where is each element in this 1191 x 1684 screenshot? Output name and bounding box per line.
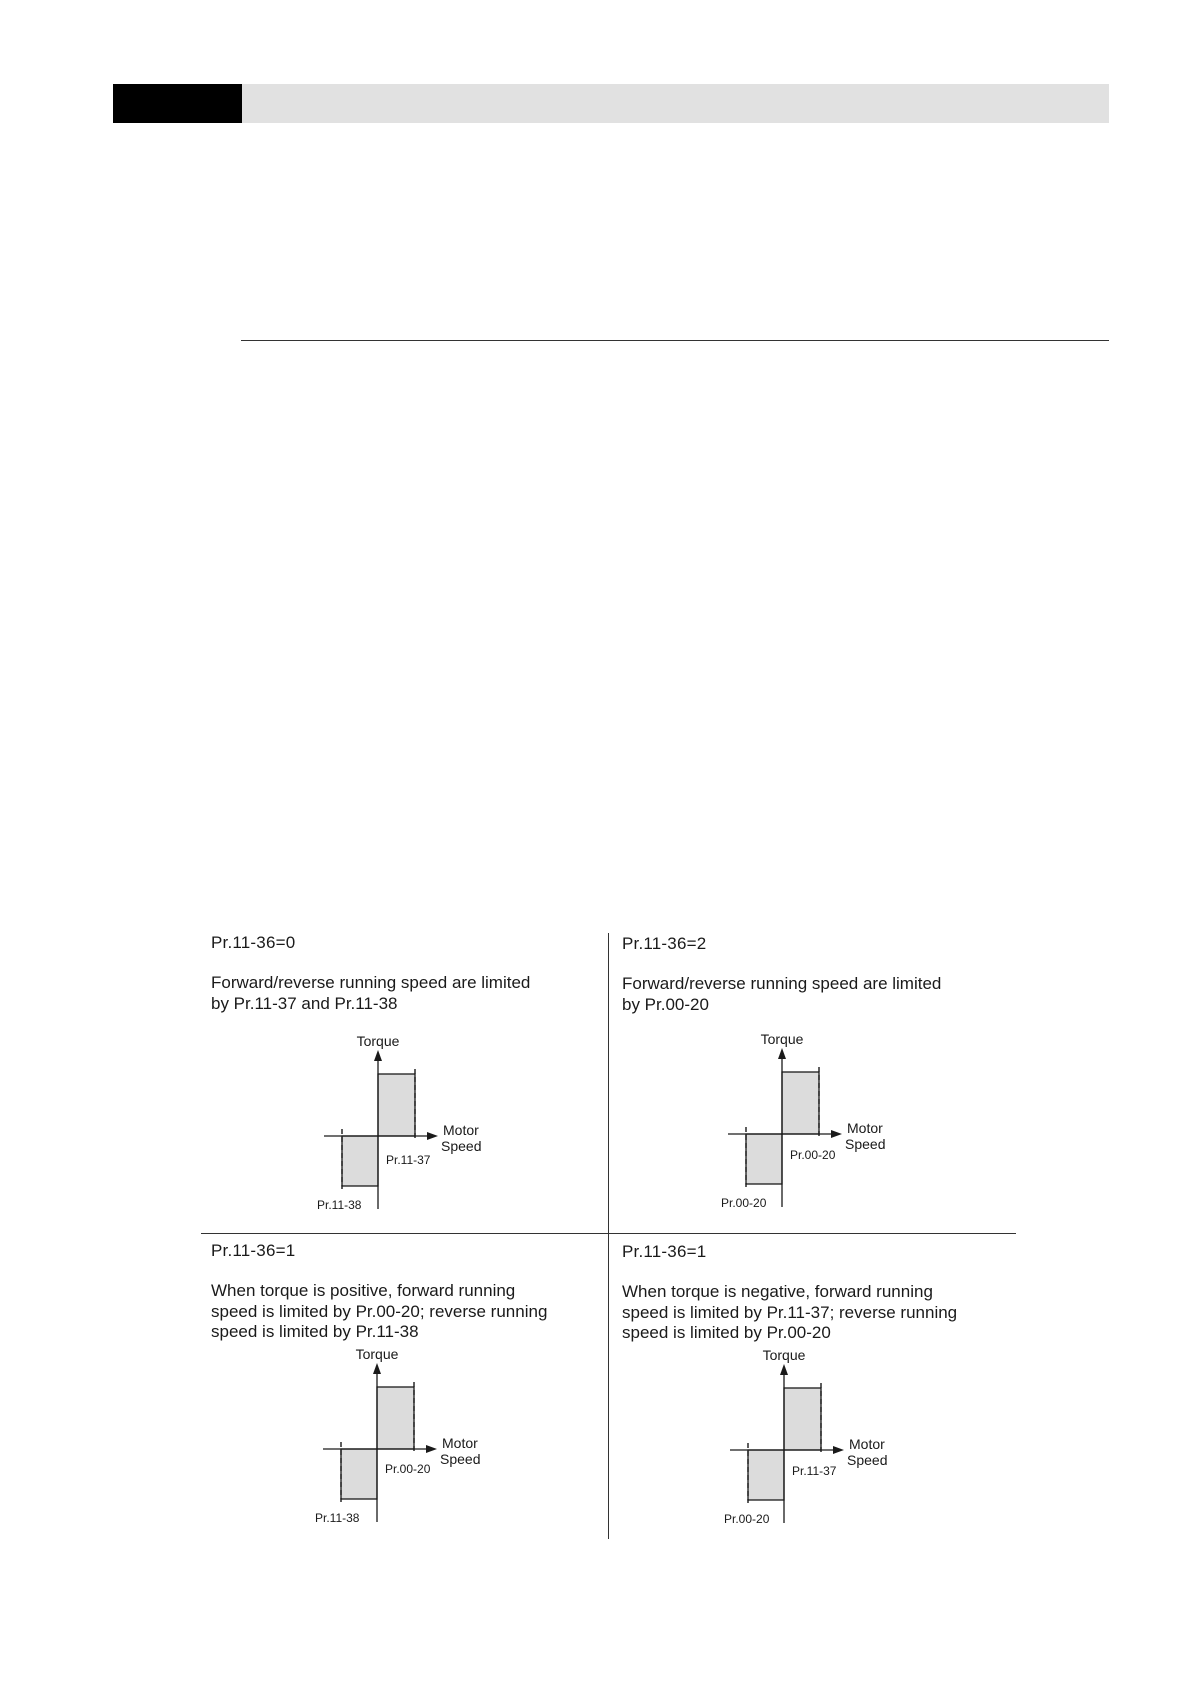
description-line: speed is limited by Pr.11-38: [211, 1322, 419, 1341]
motor-label: Motor: [847, 1120, 883, 1136]
description-line: speed is limited by Pr.11-37; reverse running: [622, 1302, 958, 1322]
motor-label: Motor: [442, 1435, 478, 1451]
quadrant-description: [622, 974, 1032, 1015]
quadrant-description: [211, 973, 621, 1014]
speed-axis-arrow-icon: [427, 1132, 438, 1140]
motor-label: Motor: [443, 1122, 479, 1138]
quadrant-speed-limit-mode-2: [622, 934, 1032, 1234]
torque-axis-arrow-icon: [374, 1050, 382, 1061]
torque-speed-diagram: [310, 1346, 510, 1530]
quadrant-speed-limit-mode-1-negative: [622, 1242, 1032, 1542]
torque-label: Torque: [762, 1347, 806, 1363]
negative-limit-label: Pr.11-38: [317, 1198, 362, 1212]
quadrant-description: [622, 1282, 1032, 1344]
torque-label: Torque: [355, 1346, 399, 1362]
positive-limit-label: Pr.11-37: [792, 1464, 837, 1478]
speed-label: Speed: [847, 1452, 888, 1468]
chapter-tab-block: [113, 84, 242, 123]
negative-torque-region: [342, 1136, 378, 1186]
positive-torque-region: [782, 1072, 819, 1134]
torque-axis-arrow-icon: [778, 1048, 786, 1059]
speed-label: Speed: [845, 1136, 886, 1152]
torque-speed-diagram: [311, 1033, 511, 1217]
negative-limit-label: Pr.11-38: [315, 1511, 360, 1525]
chapter-header-bar: [242, 84, 1109, 123]
torque-speed-diagram: [715, 1031, 915, 1215]
negative-limit-label: Pr.00-20: [724, 1512, 770, 1526]
positive-torque-region: [377, 1387, 414, 1449]
motor-label: Motor: [849, 1436, 885, 1452]
torque-label: Torque: [760, 1031, 804, 1047]
positive-limit-label: Pr.11-37: [386, 1153, 431, 1167]
speed-axis-arrow-icon: [426, 1445, 437, 1453]
section-rule: [241, 340, 1109, 341]
description-line: by Pr.11-37 and Pr.11-38: [211, 993, 398, 1013]
negative-torque-region: [341, 1449, 377, 1499]
quadrant-title: Pr.11-36=1: [622, 1242, 707, 1261]
speed-label: Speed: [441, 1138, 482, 1154]
description-line: by Pr.00-20: [622, 994, 709, 1014]
description-line: Forward/reverse running speed are limited: [211, 973, 531, 992]
negative-limit-label: Pr.00-20: [721, 1196, 767, 1210]
torque-speed-diagram: [717, 1347, 917, 1531]
description-line: speed is limited by Pr.00-20; reverse running: [211, 1301, 548, 1321]
description-line: When torque is negative, forward running: [622, 1282, 933, 1301]
quadrant-speed-limit-mode-1-positive: [211, 1241, 621, 1541]
speed-label: Speed: [440, 1451, 481, 1467]
description-line: speed is limited by Pr.00-20: [622, 1323, 831, 1342]
speed-axis-arrow-icon: [831, 1130, 842, 1138]
negative-torque-region: [746, 1134, 782, 1184]
torque-label: Torque: [356, 1033, 400, 1049]
description-line: Forward/reverse running speed are limited: [622, 974, 942, 993]
speed-axis-arrow-icon: [833, 1446, 844, 1454]
quadrant-speed-limit-mode-0: [211, 933, 621, 1233]
description-line: When torque is positive, forward running: [211, 1281, 516, 1300]
positive-limit-label: Pr.00-20: [385, 1462, 431, 1476]
positive-torque-region: [784, 1388, 821, 1450]
negative-torque-region: [748, 1450, 784, 1500]
quadrant-title: Pr.11-36=0: [211, 933, 296, 952]
torque-axis-arrow-icon: [780, 1364, 788, 1375]
positive-torque-region: [378, 1074, 415, 1136]
quadrant-title: Pr.11-36=2: [622, 934, 707, 953]
quadrant-title: Pr.11-36=1: [211, 1241, 296, 1260]
quadrant-description: [211, 1281, 621, 1343]
positive-limit-label: Pr.00-20: [790, 1148, 836, 1162]
torque-axis-arrow-icon: [373, 1363, 381, 1374]
